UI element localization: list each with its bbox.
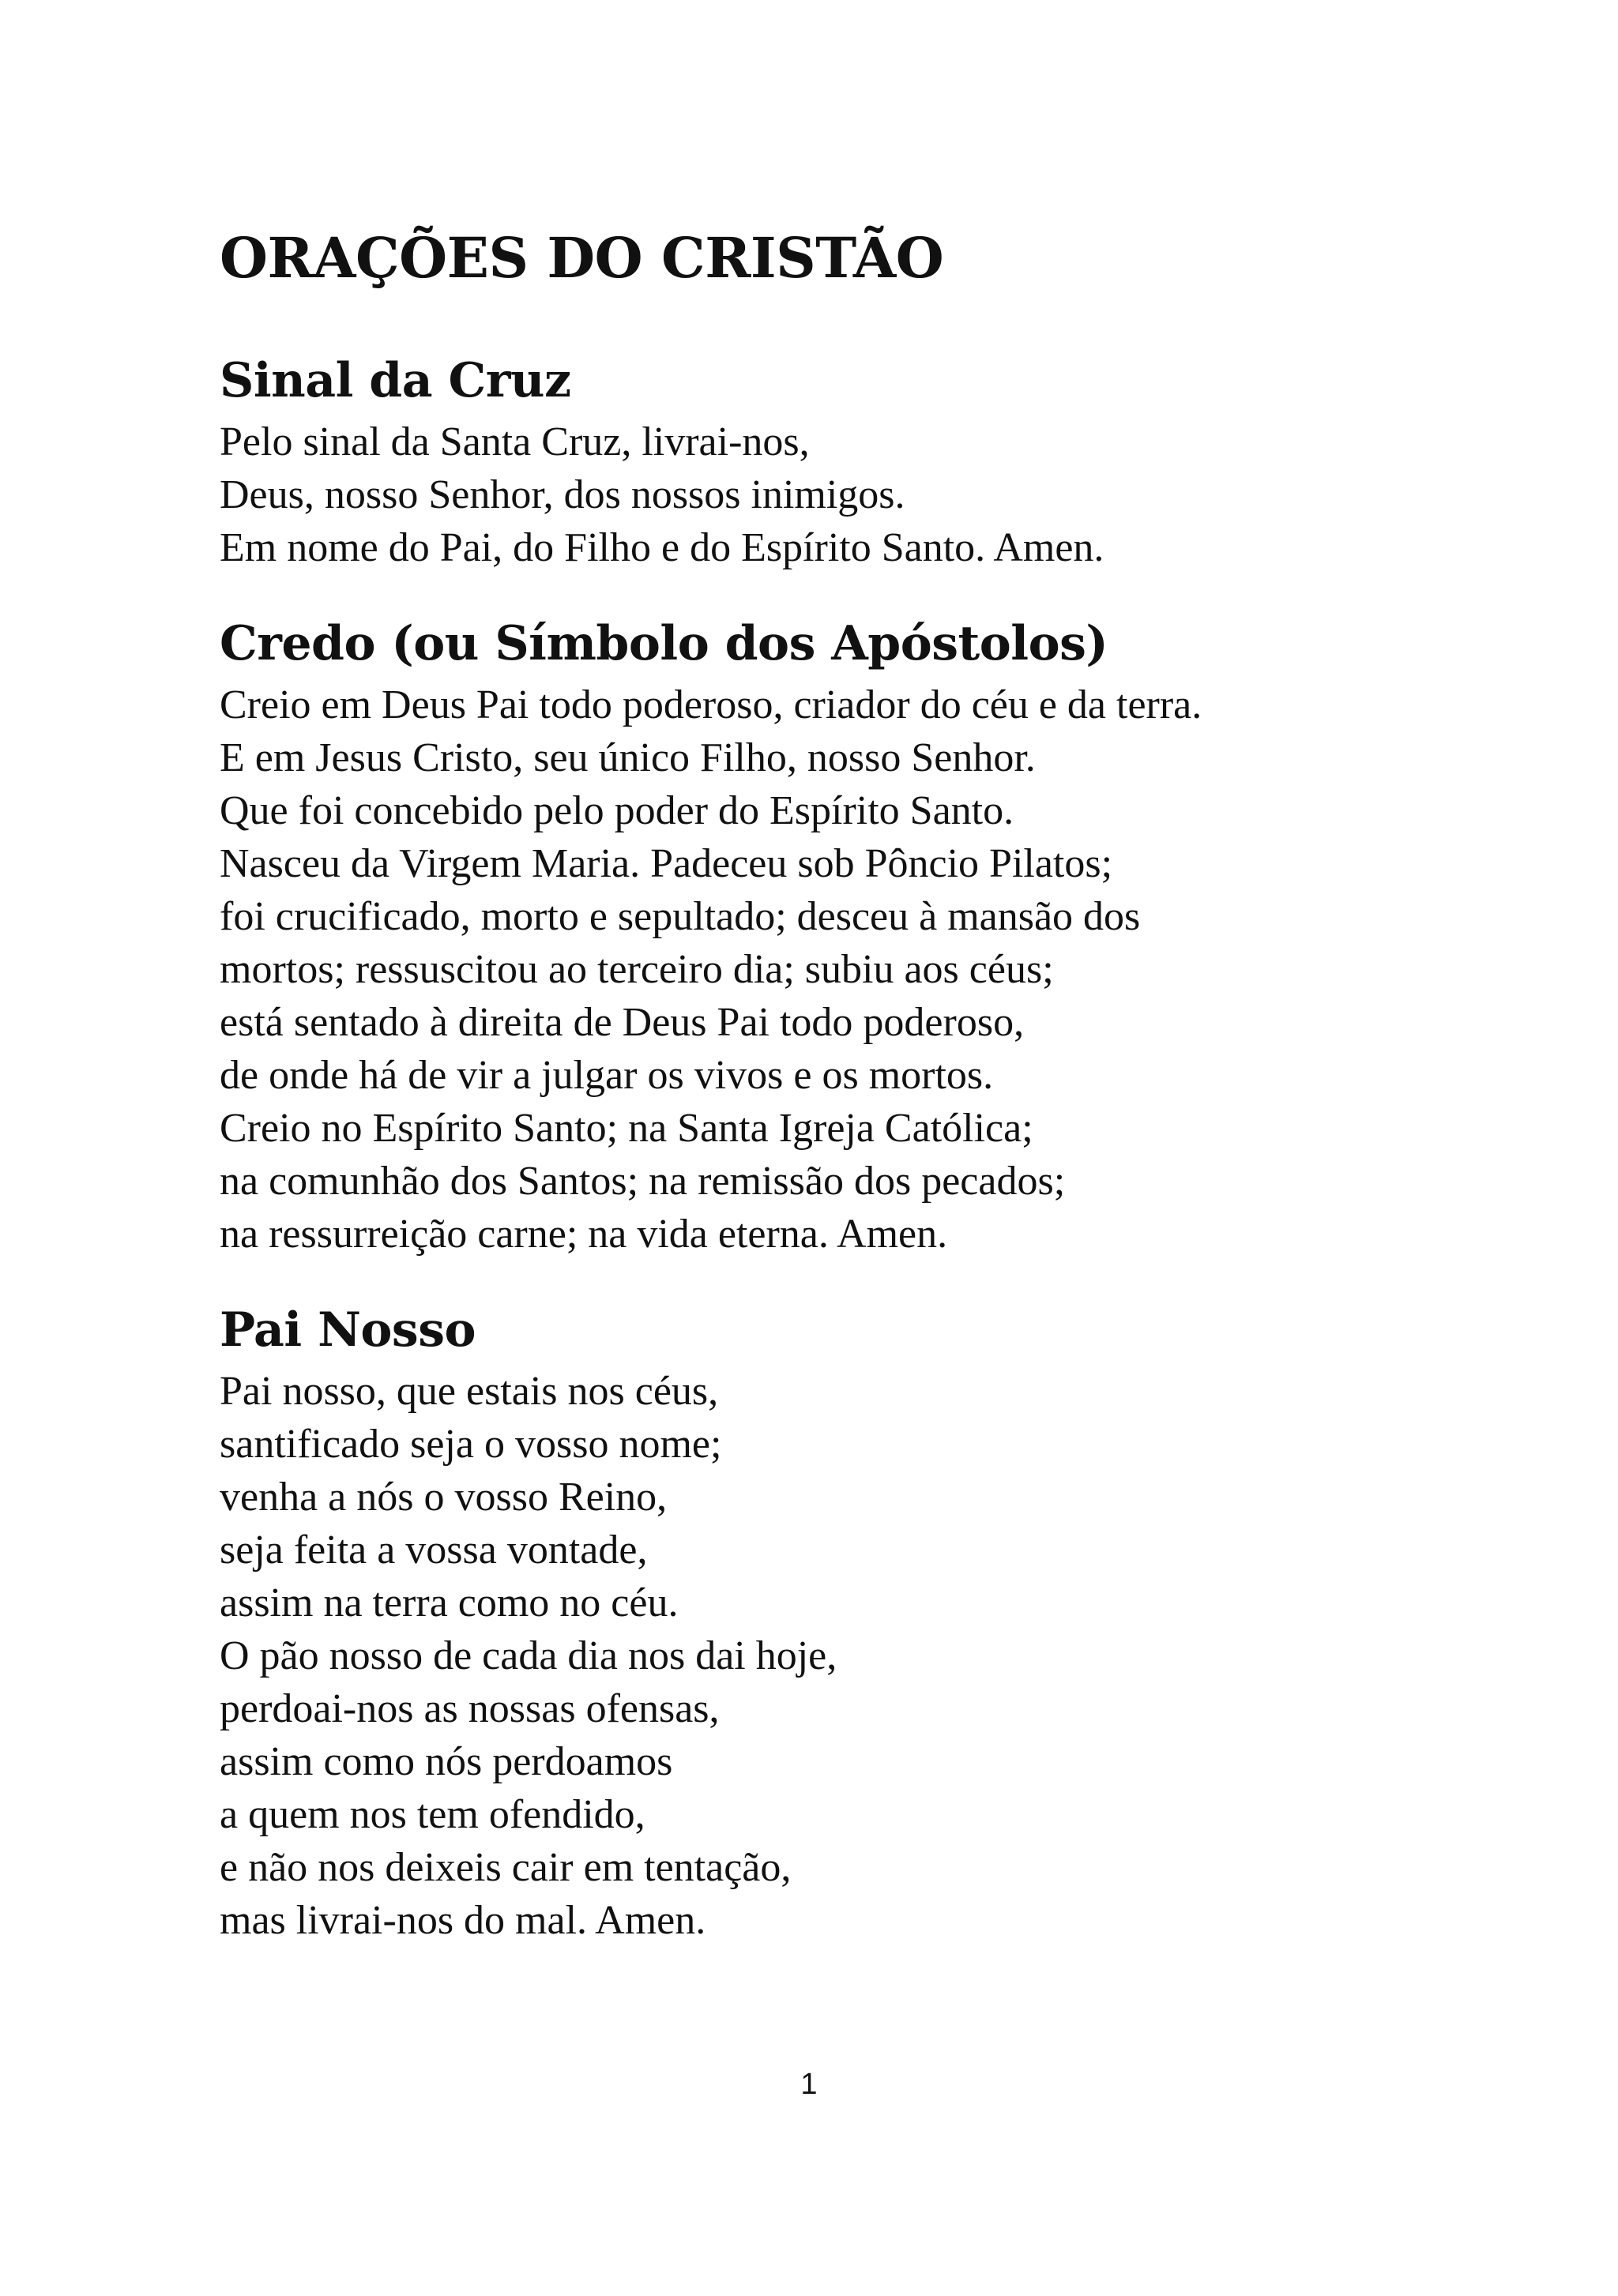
prayer-line: assim como nós perdoamos xyxy=(220,1739,673,1784)
prayer-line: de onde há de vir a julgar os vivos e os mortos. xyxy=(220,1053,994,1098)
prayer-line: Em nome do Pai, do Filho e do Espírito Santo. Amen. xyxy=(220,525,1104,570)
prayer-line: perdoai-nos as nossas ofensas, xyxy=(220,1686,720,1731)
prayer-line: venha a nós o vosso Reino, xyxy=(220,1475,668,1520)
prayer-line: Nasceu da Virgem Maria. Padeceu sob Pôncio Pilatos; xyxy=(220,841,1113,886)
section-sinal-da-cruz xyxy=(220,346,1452,574)
prayer-line: na ressurreição carne; na vida eterna. Amen. xyxy=(220,1212,948,1257)
prayer-line: seja feita a vossa vontade, xyxy=(220,1528,648,1573)
section-heading: Pai Nosso xyxy=(220,1302,476,1358)
prayer-line: O pão nosso de cada dia nos dai hoje, xyxy=(220,1633,837,1678)
prayer-line: e não nos deixeis cair em tentação, xyxy=(220,1845,792,1890)
prayer-text xyxy=(220,678,1452,1261)
page-number: 1 xyxy=(800,2068,818,2101)
section-pai-nosso xyxy=(220,1295,1452,1947)
prayer-line: a quem nos tem ofendido, xyxy=(220,1792,645,1837)
prayer-line: Creio em Deus Pai todo poderoso, criador do céu e da terra. xyxy=(220,682,1202,727)
prayer-line: mas livrai-nos do mal. Amen. xyxy=(220,1898,706,1943)
section-heading: Credo (ou Símbolo dos Apóstolos) xyxy=(220,616,1108,671)
section-credo xyxy=(220,609,1452,1261)
prayer-line: Que foi concebido pelo poder do Espírito Santo. xyxy=(220,788,1014,833)
prayer-line: santificado seja o vosso nome; xyxy=(220,1422,722,1467)
prayer-text xyxy=(220,1365,1452,1947)
prayer-line: na comunhão dos Santos; na remissão dos pecados; xyxy=(220,1159,1066,1204)
page-title: ORAÇÕES DO CRISTÃO xyxy=(220,225,944,291)
prayer-line: está sentado à direita de Deus Pai todo poderoso, xyxy=(220,1000,1025,1045)
prayer-line: Creio no Espírito Santo; na Santa Igreja Católica; xyxy=(220,1106,1033,1151)
prayer-line: E em Jesus Cristo, seu único Filho, nosso Senhor. xyxy=(220,735,1036,780)
prayer-line: foi crucificado, morto e sepultado; desceu à mansão dos xyxy=(220,894,1141,939)
prayer-line: Pai nosso, que estais nos céus, xyxy=(220,1369,719,1414)
prayer-line: Deus, nosso Senhor, dos nossos inimigos. xyxy=(220,472,905,517)
prayer-line: Pelo sinal da Santa Cruz, livrai-nos, xyxy=(220,419,810,464)
prayer-text xyxy=(220,415,1452,574)
section-heading: Sinal da Cruz xyxy=(220,353,571,408)
prayer-line: mortos; ressuscitou ao terceiro dia; subiu aos céus; xyxy=(220,947,1054,992)
prayer-line: assim na terra como no céu. xyxy=(220,1580,679,1625)
document-content xyxy=(220,220,1452,1982)
